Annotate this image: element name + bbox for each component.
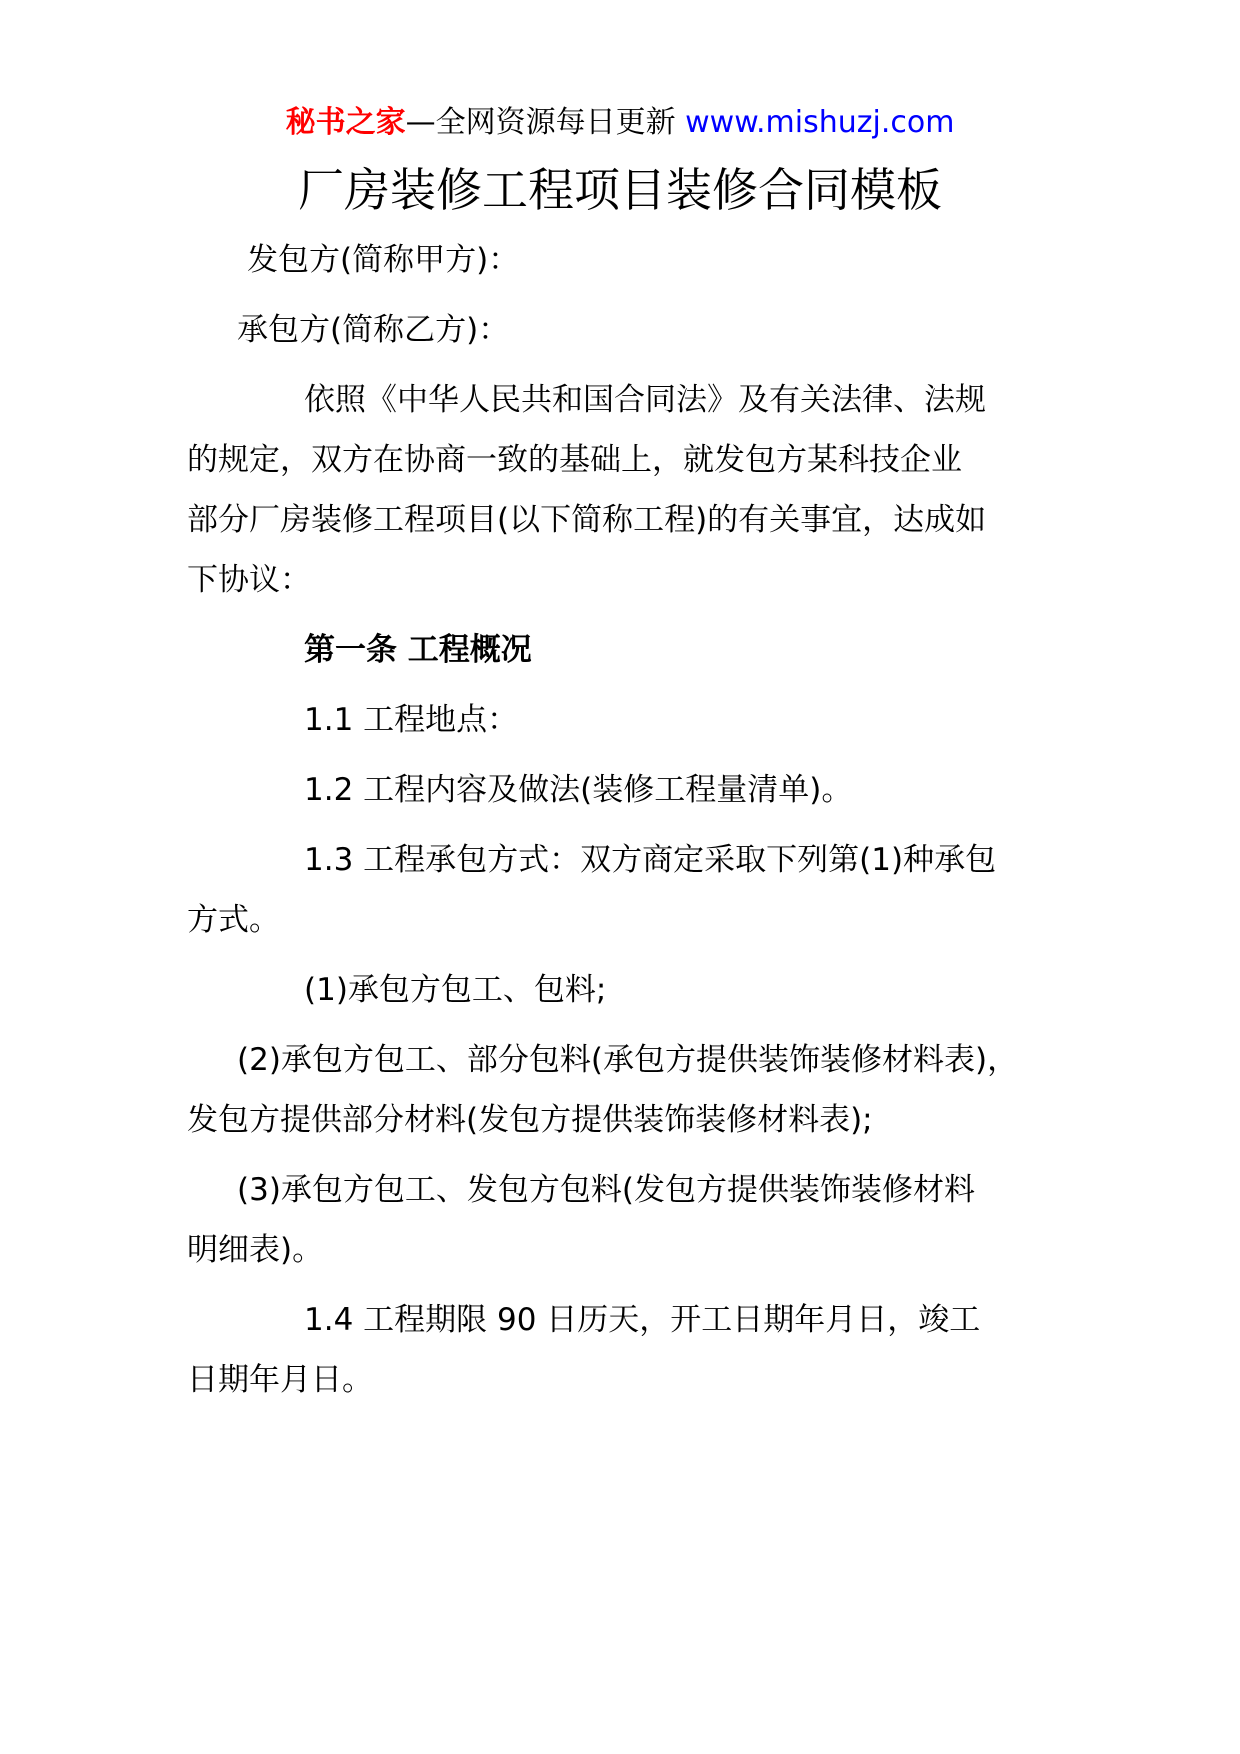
item-1-4-line: 日期年月日。 xyxy=(187,1362,373,1398)
intro-line: 下协议： xyxy=(187,562,311,598)
brand-name: 秘书之家 xyxy=(285,105,406,140)
site-url-link[interactable]: www.mishuzj.com xyxy=(685,105,955,140)
item-1-3-line: 1.3 工程承包方式：双方商定采取下列第(1)种承包 xyxy=(304,842,997,878)
option-2-line: 发包方提供部分材料(发包方提供装饰装修材料表); xyxy=(187,1102,873,1138)
option-3-line: (3)承包方包工、发包方包料(发包方提供装饰装修材料 xyxy=(237,1172,976,1208)
intro-line: 的规定，双方在协商一致的基础上，就发包方某科技企业 xyxy=(187,442,962,478)
party-a-line: 发包方(简称甲方)： xyxy=(247,242,520,278)
item-1-3-line: 方式。 xyxy=(187,902,280,938)
article-1-heading: 第一条 工程概况 xyxy=(304,632,532,668)
item-1-1: 1.1 工程地点： xyxy=(304,702,519,738)
option-2-line: (2)承包方包工、部分包料(承包方提供装饰装修材料表)， xyxy=(237,1042,1019,1078)
site-header xyxy=(0,103,1240,143)
document-title: 厂房装修工程项目装修合同模板 xyxy=(298,163,942,217)
intro-line: 部分厂房装修工程项目(以下简称工程)的有关事宜，达成如 xyxy=(187,502,987,538)
item-1-4-line: 1.4 工程期限 90 日历天，开工日期年月日，竣工 xyxy=(304,1302,981,1338)
party-b-line: 承包方(简称乙方)： xyxy=(237,312,510,348)
item-1-2: 1.2 工程内容及做法(装修工程量清单)。 xyxy=(304,772,853,808)
option-1: (1)承包方包工、包料; xyxy=(304,972,607,1008)
option-3-line: 明细表)。 xyxy=(187,1232,324,1268)
header-slogan: —全网资源每日更新 xyxy=(405,105,676,140)
intro-line: 依照《中华人民共和国合同法》及有关法律、法规 xyxy=(304,382,986,418)
